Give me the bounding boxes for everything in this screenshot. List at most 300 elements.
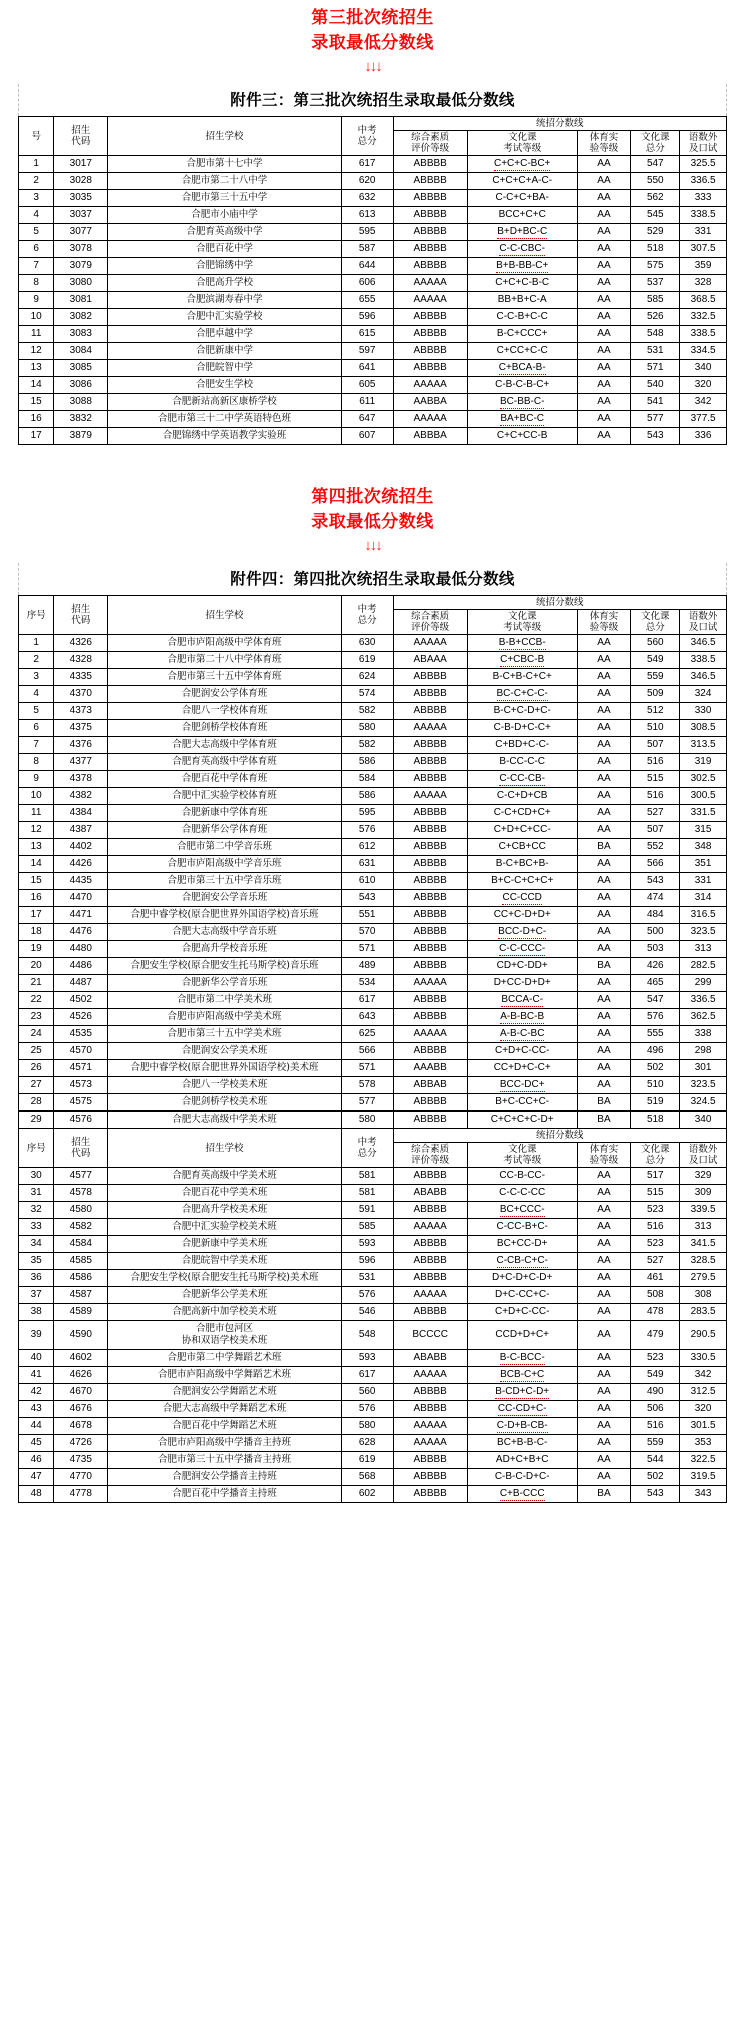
th-exam-grade-2: [467, 610, 577, 635]
cell-quality-grade: ABBBB: [393, 907, 467, 924]
cell-admission-code: 4571: [54, 1060, 108, 1077]
table-row: [19, 1486, 727, 1503]
cell-quality-grade: ABBBB: [393, 1401, 467, 1418]
th-total-3-line2: 总分: [357, 1148, 377, 1159]
th-total-2-line2: 总分: [357, 615, 377, 626]
section-spacer-1: [0, 445, 745, 479]
th-exam-grade-3: [467, 1143, 577, 1168]
section2-table-wrap-cont: [0, 1111, 745, 1503]
cell-quality-grade: ABBBB: [393, 1270, 467, 1287]
cell-school-name: 合肥大志高级中学美术班: [108, 1112, 342, 1129]
cell-admission-code: 4328: [54, 652, 108, 669]
cell-admission-code: 4573: [54, 1077, 108, 1094]
table-row: [19, 1253, 727, 1270]
spellcheck-squiggle: C+CBC-B: [500, 653, 545, 665]
cell-lang-math-oral: 343: [680, 1486, 727, 1503]
section2-caption-wrap: [0, 563, 745, 595]
cell-school-name: 合肥锦绣中学英语教学实验班: [108, 428, 342, 445]
cell-culture-exam-grade: [467, 1009, 577, 1026]
cell-lang-math-oral: 339.5: [680, 1202, 727, 1219]
section2-banner: [0, 479, 745, 555]
cell-quality-grade: ABABB: [393, 1185, 467, 1202]
cell-sport-grade: AA: [577, 1435, 631, 1452]
cell-admission-code: 4402: [54, 839, 108, 856]
cell-quality-grade: ABBBB: [393, 890, 467, 907]
cell-quality-grade: ABBBB: [393, 326, 467, 343]
cell-school-name: 合肥卓越中学: [108, 326, 342, 343]
th-school: 招生学校: [108, 117, 342, 156]
cell-quality-grade: ABBBB: [393, 1202, 467, 1219]
cell-lang-math-oral: 313: [680, 1219, 727, 1236]
cell-culture-total: 575: [631, 258, 680, 275]
cell-quality-grade: AABBA: [393, 394, 467, 411]
cell-exam-total: 612: [341, 839, 393, 856]
cell-sport-grade: AA: [577, 1202, 631, 1219]
cell-admission-code: 3079: [54, 258, 108, 275]
cell-lang-math-oral: 359: [680, 258, 727, 275]
cell-school-name: 合肥锦绣中学: [108, 258, 342, 275]
cell-culture-exam-grade: C-CC-B+C-: [467, 1219, 577, 1236]
cell-school-name: 合肥安生学校(原合肥安生托马斯学校)美术班: [108, 1270, 342, 1287]
th-group-score-line: 统招分数线: [393, 117, 727, 131]
cell-exam-total: 571: [341, 1060, 393, 1077]
cell-school-name: 合肥皖智中学美术班: [108, 1253, 342, 1270]
cell-culture-exam-grade: C+CB+CC: [467, 839, 577, 856]
cell-serial-number: 43: [19, 1401, 54, 1418]
spellcheck-squiggle: C+BCA-B-: [498, 361, 546, 373]
cell-admission-code: 4586: [54, 1270, 108, 1287]
cell-serial-number: 7: [19, 258, 54, 275]
table-row: [19, 1435, 727, 1452]
cell-sport-grade: BA: [577, 1094, 631, 1111]
cell-admission-code: 4384: [54, 805, 108, 822]
cell-quality-grade: BCCCC: [393, 1321, 467, 1350]
cell-quality-grade: ABBBB: [393, 703, 467, 720]
cell-quality-grade: ABBBB: [393, 360, 467, 377]
cell-sport-grade: AA: [577, 360, 631, 377]
cell-quality-grade: ABBBB: [393, 1094, 467, 1111]
cell-admission-code: 3028: [54, 173, 108, 190]
cell-lang-math-oral: 338.5: [680, 652, 727, 669]
cell-lang-math-oral: 309: [680, 1185, 727, 1202]
cell-lang-math-oral: 334.5: [680, 343, 727, 360]
th-lang-oral: [680, 131, 727, 156]
cell-lang-math-oral: 351: [680, 856, 727, 873]
th-lang-line1: 语数外: [688, 132, 718, 143]
th-culture-3-line2: 总分: [645, 1155, 665, 1166]
cell-exam-total: 534: [341, 975, 393, 992]
th-total-3-line1: 中考: [357, 1137, 377, 1148]
cell-culture-total: 548: [631, 326, 680, 343]
cell-school-name: 合肥安生学校(原合肥安生托马斯学校)音乐班: [108, 958, 342, 975]
cell-lang-math-oral: 330: [680, 703, 727, 720]
cell-sport-grade: AA: [577, 173, 631, 190]
th-culture-2-line1: 文化课: [641, 611, 670, 622]
th-num-2: 序号: [19, 596, 54, 635]
cell-exam-total: 617: [341, 156, 393, 173]
cell-lang-math-oral: 301.5: [680, 1418, 727, 1435]
cell-serial-number: 23: [19, 1009, 54, 1026]
cell-lang-math-oral: 319.5: [680, 1469, 727, 1486]
th-lang-oral-2: [680, 610, 727, 635]
cell-admission-code: 3832: [54, 411, 108, 428]
cell-exam-total: 628: [341, 1435, 393, 1452]
th-code-3: [54, 1129, 108, 1168]
cell-serial-number: 2: [19, 173, 54, 190]
section2-banner-line2: 录取最低分数线: [311, 512, 434, 532]
cell-admission-code: 3035: [54, 190, 108, 207]
cell-lang-math-oral: 331: [680, 224, 727, 241]
cell-school-name: 合肥市庐阳高级中学体育班: [108, 635, 342, 652]
cell-culture-exam-grade: C+C+C+C-D+: [467, 1112, 577, 1129]
table-row: [19, 1043, 727, 1060]
cell-culture-total: 510: [631, 1077, 680, 1094]
table-row: [19, 1304, 727, 1321]
cell-exam-total: 632: [341, 190, 393, 207]
table-row: [19, 1236, 727, 1253]
cell-serial-number: 20: [19, 958, 54, 975]
cell-serial-number: 11: [19, 326, 54, 343]
cell-culture-exam-grade: [467, 241, 577, 258]
section1-banner: [0, 0, 745, 76]
spellcheck-squiggle: BCC-DC+: [499, 1078, 545, 1090]
cell-culture-exam-grade: CC-B-CC-: [467, 1168, 577, 1185]
cell-exam-total: 546: [341, 1304, 393, 1321]
cell-exam-total: 543: [341, 890, 393, 907]
section1-score-table: [18, 116, 727, 445]
th-lang-oral-3: [680, 1143, 727, 1168]
cell-sport-grade: AA: [577, 428, 631, 445]
table-row: [19, 873, 727, 890]
cell-school-name: 合肥市第三十五中学: [108, 190, 342, 207]
cell-lang-math-oral: 341.5: [680, 1236, 727, 1253]
table-row: [19, 1219, 727, 1236]
cell-lang-math-oral: 290.5: [680, 1321, 727, 1350]
cell-serial-number: 39: [19, 1321, 54, 1350]
cell-culture-total: 523: [631, 1236, 680, 1253]
cell-sport-grade: AA: [577, 1367, 631, 1384]
cell-sport-grade: AA: [577, 394, 631, 411]
cell-culture-exam-grade: CD+C-DD+: [467, 958, 577, 975]
table-row: [19, 360, 727, 377]
th-code-2: [54, 596, 108, 635]
cell-serial-number: 28: [19, 1094, 54, 1111]
cell-lang-math-oral: 308.5: [680, 720, 727, 737]
cell-school-name: 合肥高升学校音乐班: [108, 941, 342, 958]
cell-exam-total: 643: [341, 1009, 393, 1026]
cell-sport-grade: AA: [577, 275, 631, 292]
cell-admission-code: 3088: [54, 394, 108, 411]
cell-sport-grade: AA: [577, 669, 631, 686]
cell-school-name: 合肥市第二十八中学体育班: [108, 652, 342, 669]
cell-serial-number: 15: [19, 394, 54, 411]
cell-lang-math-oral: 322.5: [680, 1452, 727, 1469]
cell-school-name: 合肥市第三十五中学播音主持班: [108, 1452, 342, 1469]
th-quality-3-line1: 综合素质: [411, 1144, 450, 1155]
section1-thead: [19, 117, 727, 156]
cell-serial-number: 25: [19, 1043, 54, 1060]
cell-culture-exam-grade: C+D+C-CC-: [467, 1304, 577, 1321]
cell-quality-grade: AAAAA: [393, 1287, 467, 1304]
section1-caption: 附件三：第三批次统招生录取最低分数线: [18, 84, 727, 116]
cell-exam-total: 568: [341, 1469, 393, 1486]
th-culture-2-line2: 总分: [645, 622, 665, 633]
cell-culture-exam-grade: [467, 411, 577, 428]
cell-admission-code: 3017: [54, 156, 108, 173]
cell-culture-exam-grade: C+C+C+A-C-: [467, 173, 577, 190]
table-row: [19, 1168, 727, 1185]
cell-lang-math-oral: 336.5: [680, 992, 727, 1009]
cell-serial-number: 4: [19, 686, 54, 703]
cell-lang-math-oral: 338.5: [680, 207, 727, 224]
cell-culture-exam-grade: [467, 992, 577, 1009]
cell-serial-number: 14: [19, 377, 54, 394]
spellcheck-squiggle: BC-BB-C-: [499, 395, 545, 407]
cell-serial-number: 29: [19, 1112, 54, 1129]
spellcheck-squiggle: B-B+CCB-: [498, 636, 546, 648]
cell-quality-grade: ABBBB: [393, 805, 467, 822]
cell-culture-total: 547: [631, 156, 680, 173]
cell-admission-code: 4377: [54, 754, 108, 771]
cell-exam-total: 576: [341, 822, 393, 839]
cell-serial-number: 27: [19, 1077, 54, 1094]
table-row: [19, 292, 727, 309]
header-row-group-3: [19, 1129, 727, 1143]
cell-culture-exam-grade: [467, 1202, 577, 1219]
cell-school-name: 合肥百花中学舞蹈艺术班: [108, 1418, 342, 1435]
cell-exam-total: 577: [341, 1094, 393, 1111]
cell-serial-number: 17: [19, 907, 54, 924]
cell-culture-exam-grade: [467, 1486, 577, 1503]
cell-lang-math-oral: 312.5: [680, 1384, 727, 1401]
cell-lang-math-oral: 340: [680, 1112, 727, 1129]
cell-admission-code: 4589: [54, 1304, 108, 1321]
cell-culture-total: 516: [631, 1219, 680, 1236]
cell-quality-grade: ABAAA: [393, 652, 467, 669]
cell-culture-exam-grade: C-C-C-CC: [467, 1185, 577, 1202]
table-row: [19, 1094, 727, 1111]
cell-culture-exam-grade: B+C-C+C+C+: [467, 873, 577, 890]
th-quality-grade-3: [393, 1143, 467, 1168]
cell-culture-total: 560: [631, 635, 680, 652]
cell-school-name: 合肥市小庙中学: [108, 207, 342, 224]
cell-culture-total: 527: [631, 1253, 680, 1270]
table-row: [19, 1287, 727, 1304]
table-row: [19, 1270, 727, 1287]
cell-exam-total: 586: [341, 754, 393, 771]
cell-admission-code: 3077: [54, 224, 108, 241]
table-row: [19, 992, 727, 1009]
cell-admission-code: 4373: [54, 703, 108, 720]
cell-admission-code: 3085: [54, 360, 108, 377]
cell-culture-total: 502: [631, 1469, 680, 1486]
cell-sport-grade: AA: [577, 1236, 631, 1253]
cell-culture-total: 549: [631, 1367, 680, 1384]
cell-culture-total: 537: [631, 275, 680, 292]
cell-quality-grade: ABBBB: [393, 1236, 467, 1253]
th-quality-grade: [393, 131, 467, 156]
th-exam-2-line1: 文化课: [507, 611, 537, 622]
section2-thead-repeat: [19, 1129, 727, 1168]
cell-exam-total: 580: [341, 1418, 393, 1435]
cell-admission-code: 4587: [54, 1287, 108, 1304]
th-sport-2-line1: 体育实: [589, 611, 619, 622]
spellcheck-squiggle: B+B-BB-C+: [496, 259, 549, 271]
cell-lang-math-oral: 331: [680, 873, 727, 890]
cell-admission-code: 4426: [54, 856, 108, 873]
cell-quality-grade: AAAAA: [393, 1418, 467, 1435]
cell-quality-grade: ABBBB: [393, 873, 467, 890]
section2-tbody-part2: [19, 1112, 727, 1129]
cell-quality-grade: ABBBB: [393, 941, 467, 958]
table-row: [19, 907, 727, 924]
th-culture-total-3: [631, 1143, 680, 1168]
cell-lang-math-oral: 342: [680, 1367, 727, 1384]
th-sport-3-line1: 体育实: [589, 1144, 619, 1155]
cell-sport-grade: AA: [577, 1077, 631, 1094]
cell-admission-code: 3083: [54, 326, 108, 343]
cell-admission-code: 4735: [54, 1452, 108, 1469]
cell-culture-exam-grade: C-B-D+C-C+: [467, 720, 577, 737]
cell-lang-math-oral: 325.5: [680, 156, 727, 173]
cell-sport-grade: AA: [577, 1287, 631, 1304]
cell-lang-math-oral: 313: [680, 941, 727, 958]
table-row: [19, 190, 727, 207]
table-row: [19, 635, 727, 652]
cell-school-name: 合肥市第三十五中学音乐班: [108, 873, 342, 890]
cell-lang-math-oral: 323.5: [680, 924, 727, 941]
cell-admission-code: 4726: [54, 1435, 108, 1452]
cell-serial-number: 31: [19, 1185, 54, 1202]
cell-lang-math-oral: 315: [680, 822, 727, 839]
cell-culture-total: 544: [631, 1452, 680, 1469]
cell-culture-exam-grade: [467, 1418, 577, 1435]
cell-culture-total: 577: [631, 411, 680, 428]
th-school-3: 招生学校: [108, 1129, 342, 1168]
th-total-line2: 总分: [357, 136, 377, 147]
cell-school-name: 合肥中汇实验学校美术班: [108, 1219, 342, 1236]
cell-culture-total: 515: [631, 1185, 680, 1202]
cell-school-name: 合肥剑桥学校体育班: [108, 720, 342, 737]
spellcheck-squiggle: C-C-CBC-: [499, 242, 545, 254]
cell-culture-total: 512: [631, 703, 680, 720]
th-lang-line2: 及口试: [688, 143, 718, 154]
cell-culture-exam-grade: [467, 1350, 577, 1367]
cell-lang-math-oral: 331.5: [680, 805, 727, 822]
cell-admission-code: 4486: [54, 958, 108, 975]
cell-school-name: 合肥市庐阳高级中学音乐班: [108, 856, 342, 873]
cell-quality-grade: ABBBB: [393, 822, 467, 839]
cell-exam-total: 578: [341, 1077, 393, 1094]
cell-culture-exam-grade: D+C-CC+C-: [467, 1287, 577, 1304]
cell-quality-grade: ABBBA: [393, 428, 467, 445]
cell-culture-exam-grade: B+C-CC+C-: [467, 1094, 577, 1111]
table-row: [19, 377, 727, 394]
cell-culture-exam-grade: [467, 1401, 577, 1418]
cell-school-name: 合肥安生学校: [108, 377, 342, 394]
table-row: [19, 275, 727, 292]
cell-culture-total: 465: [631, 975, 680, 992]
cell-admission-code: 3078: [54, 241, 108, 258]
cell-school-name: 合肥市第三十五中学美术班: [108, 1026, 342, 1043]
cell-admission-code: 4378: [54, 771, 108, 788]
cell-serial-number: 47: [19, 1469, 54, 1486]
cell-culture-total: 519: [631, 1094, 680, 1111]
cell-culture-total: 516: [631, 754, 680, 771]
cell-admission-code: 4570: [54, 1043, 108, 1060]
cell-culture-exam-grade: C-C+C+BA-: [467, 190, 577, 207]
cell-serial-number: 22: [19, 992, 54, 1009]
cell-serial-number: 18: [19, 924, 54, 941]
cell-admission-code: 3879: [54, 428, 108, 445]
cell-exam-total: 580: [341, 1112, 393, 1129]
cell-culture-total: 426: [631, 958, 680, 975]
cell-school-name: 合肥润安公学体育班: [108, 686, 342, 703]
cell-serial-number: 16: [19, 411, 54, 428]
cell-culture-total: 500: [631, 924, 680, 941]
cell-school-name: 合肥新康中学美术班: [108, 1236, 342, 1253]
cell-culture-exam-grade: C-B-C-D+C-: [467, 1469, 577, 1486]
table-row: [19, 326, 727, 343]
cell-lang-math-oral: 320: [680, 1401, 727, 1418]
cell-culture-exam-grade: [467, 394, 577, 411]
cell-sport-grade: AA: [577, 822, 631, 839]
cell-sport-grade: AA: [577, 326, 631, 343]
cell-quality-grade: AAAAA: [393, 275, 467, 292]
spellcheck-squiggle: C-C-CCC-: [499, 942, 546, 954]
cell-lang-math-oral: 302.5: [680, 771, 727, 788]
th-culture-line1: 文化课: [641, 132, 670, 143]
cell-quality-grade: ABBBB: [393, 737, 467, 754]
th-exam-line2: 考试等级: [503, 143, 542, 154]
cell-culture-total: 562: [631, 190, 680, 207]
cell-serial-number: 8: [19, 275, 54, 292]
spellcheck-squiggle: C+B-CCC: [499, 1487, 545, 1499]
cell-admission-code: 4580: [54, 1202, 108, 1219]
table-row: [19, 1112, 727, 1129]
cell-sport-grade: AA: [577, 1401, 631, 1418]
cell-culture-total: 484: [631, 907, 680, 924]
cell-sport-grade: BA: [577, 1486, 631, 1503]
cell-school-name: 合肥大志高级中学舞蹈艺术班: [108, 1401, 342, 1418]
cell-lang-math-oral: 282.5: [680, 958, 727, 975]
cell-culture-total: 552: [631, 839, 680, 856]
cell-sport-grade: AA: [577, 720, 631, 737]
table-row: [19, 839, 727, 856]
th-code-line2: 代码: [71, 136, 91, 147]
cell-quality-grade: ABBBB: [393, 1168, 467, 1185]
cell-serial-number: 6: [19, 720, 54, 737]
cell-serial-number: 1: [19, 635, 54, 652]
cell-lang-math-oral: 323.5: [680, 1077, 727, 1094]
cell-quality-grade: ABBBB: [393, 686, 467, 703]
cell-exam-total: 585: [341, 1219, 393, 1236]
th-total-2: [341, 596, 393, 635]
table-row: [19, 207, 727, 224]
table-row: [19, 924, 727, 941]
table-row: [19, 1009, 727, 1026]
cell-sport-grade: AA: [577, 224, 631, 241]
cell-quality-grade: ABBBB: [393, 1043, 467, 1060]
cell-exam-total: 591: [341, 1202, 393, 1219]
cell-exam-total: 619: [341, 1452, 393, 1469]
cell-school-name: 合肥市第三十二中学英语特色班: [108, 411, 342, 428]
th-group-score-line-2: 统招分数线: [393, 596, 727, 610]
cell-culture-exam-grade: C+C+C-B-C: [467, 275, 577, 292]
cell-exam-total: 595: [341, 224, 393, 241]
cell-culture-exam-grade: C-C+CD+C+: [467, 805, 577, 822]
cell-serial-number: 5: [19, 224, 54, 241]
